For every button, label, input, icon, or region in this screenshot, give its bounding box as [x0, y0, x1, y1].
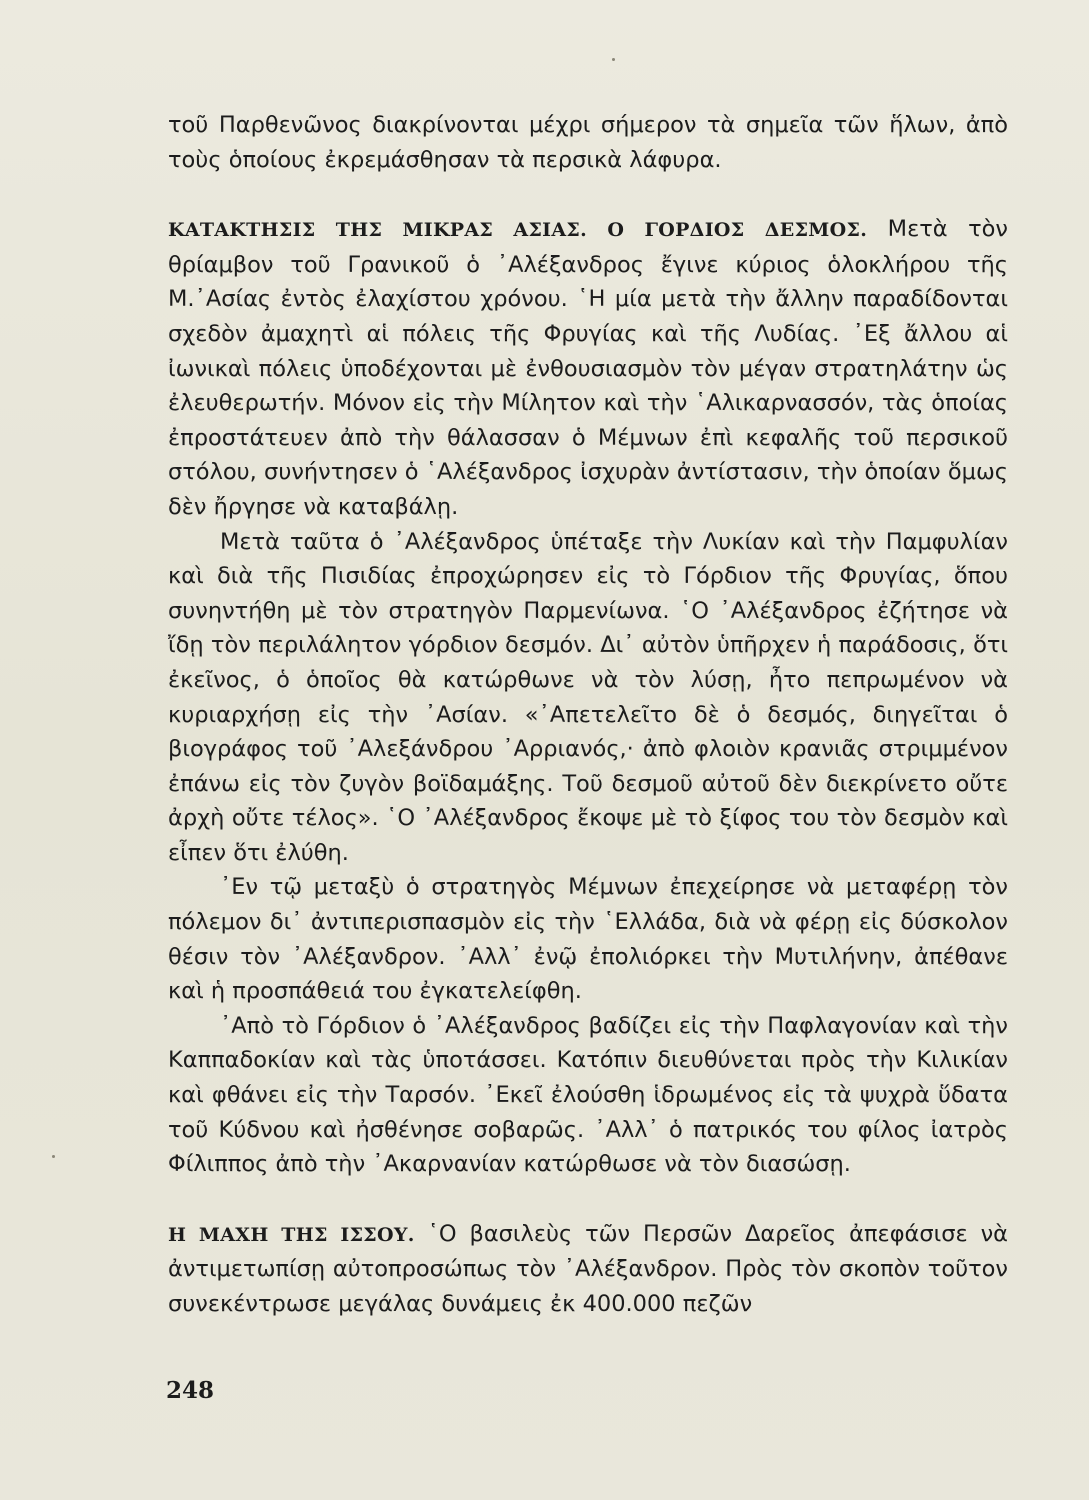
section-body: ῾Ο βασιλεὺς τῶν Περσῶν Δαρεῖος ἀπεφάσισε νὰ ἀντιμετωπίσῃ αὐτοπροσώπως τὸν ᾿Αλέξανδρον. Πρὸς τὸν σκοπὸν τοῦτον συνεκέντρωσε μεγάλας δυνάμεις ἐκ 400.000 πεζῶν	[168, 1220, 1008, 1317]
paragraph-gordian-knot: Μετὰ ταῦτα ὁ ᾿Αλέξανδρος ὑπέταξε τὴν Λυκίαν καὶ τὴν Παμφυλίαν καὶ διὰ τῆς Πισιδίας ἐπροχώρησεν εἰς τὸ Γόρδιον τῆς Φρυγίας, ὅπου συνηντήθη μὲ τὸν στρατηγὸν Παρμενίωνα. ῾Ο ᾿Αλέξανδρος ἐζήτησε νὰ ἴδῃ τὸν περιλάλητον γόρδιον δεσμόν. Δι᾿ αὐτὸν ὑπῆρχεν ἡ παράδοσις, ὅτι ἐκεῖνος, ὁ ὁποῖος θὰ κατώρθωνε νὰ τὸν λύσῃ, ἦτο πεπρωμένον νὰ κυριαρχήσῃ εἰς τὴν ᾿Ασίαν. «᾿Απετελεῖτο δὲ ὁ δεσμός, διηγεῖται ὁ βιογράφος τοῦ ᾿Αλεξάνδρου ᾿Αρριανός,· ἀπὸ φλοιὸν κρανιᾶς στριμμένον ἐπάνω εἰς τὸν ζυγὸν βοϊδαμάξης. Τοῦ δεσμοῦ αὐτοῦ δὲν διεκρίνετο οὔτε ἀρχὴ οὔτε τέλος». ῾Ο ᾿Αλέξανδρος ἔκοψε μὲ τὸ ξίφος του τὸν δεσμὸν καὶ εἶπεν ὅτι ἐλύθη.	[168, 528, 1008, 866]
section-heading: ΚΑΤΑΚΤΗΣΙΣ ΤΗΣ ΜΙΚΡΑΣ ΑΣΙΑΣ. Ο ΓΟΡΔΙΟΣ ΔΕΣΜΟΣ.	[168, 219, 868, 242]
intro-paragraph: τοῦ Παρθενῶνος διακρίνονται μέχρι σήμερον τὰ σημεῖα τῶν ἥλων, ἀπὸ τοὺς ὁποίους ἐκρεμάσθησαν τὰ περσικὰ λάφυρα.	[168, 112, 1008, 173]
paragraph-tarsus: ᾿Απὸ τὸ Γόρδιον ὁ ᾿Αλέξανδρος βαδίζει εἰς τὴν Παφλαγονίαν καὶ τὴν Καππαδοκίαν καὶ τὰς ὑποτάσσει. Κατόπιν διευθύνεται πρὸς τὴν Κιλικίαν καὶ φθάνει εἰς τὴν Ταρσόν. ᾿Εκεῖ ἐλούσθη ἱδρωμένος εἰς τὰ ψυχρὰ ὕδατα τοῦ Κύδνου καὶ ἠσθένησε σοβαρῶς. ᾿Αλλ᾿ ὁ πατρικός του φίλος ἰατρὸς Φίλιππος ἀπὸ τὴν ᾿Ακαρνανίαν κατώρθωσε νὰ τὸν διασώσῃ.	[168, 1012, 1008, 1178]
section-body: Μετὰ τὸν θρίαμβον τοῦ Γρανικοῦ ὁ ᾿Αλέξανδρος ἔγινε κύριος ὁλοκλήρου τῆς Μ.᾿Ασίας ἐντὸς ἐλαχίστου χρόνου. ῾Η μία μετὰ τὴν ἄλλην παραδίδονται σχεδὸν ἀμαχητὶ αἱ πόλεις τῆς Φρυγίας καὶ τῆς Λυδίας. ᾿Εξ ἄλλου αἱ ἰωνικαὶ πόλεις ὑποδέχονται μὲ ἐνθουσιασμὸν τὸν μέγαν στρατηλάτην ὡς ἐλευθερωτήν. Μόνον εἰς τὴν Μίλητον καὶ τὴν ῾Αλικαρνασσόν, τὰς ὁποίας ἐπροστάτευεν ἀπὸ τὴν θάλασσαν ὁ Μέμνων ἐπὶ κεφαλῆς τοῦ περσικοῦ στόλου, συνήντησεν ὁ ῾Αλέξανδρος ἰσχυρὰν ἀντίστασιν, τὴν ὁποίαν ὅμως δὲν ἤργησε νὰ καταβάλῃ.	[168, 216, 1008, 520]
page-text	[168, 108, 1008, 1322]
page-number: 248	[166, 1377, 215, 1404]
section-heading: Η ΜΑΧΗ ΤΗΣ ΙΣΣΟΥ.	[168, 1223, 415, 1246]
section-battle-issus	[168, 1217, 1008, 1322]
paper-speck	[52, 1155, 55, 1158]
section-conquest-asia-minor	[168, 212, 1008, 524]
paper-speck	[612, 58, 615, 61]
paragraph-memnon: ᾿Εν τῷ μεταξὺ ὁ στρατηγὸς Μέμνων ἐπεχείρησε νὰ μεταφέρῃ τὸν πόλεμον δι᾿ ἀντιπερισπασμὸν εἰς τὴν ῾Ελλάδα, διὰ νὰ φέρῃ εἰς δύσκολον θέσιν τὸν ᾿Αλέξανδρον. ᾿Αλλ᾿ ἐνῷ ἐπολιόρκει τὴν Μυτιλήνην, ἀπέθανε καὶ ἡ προσπάθειά του ἐγκατελείφθη.	[168, 874, 1008, 1005]
